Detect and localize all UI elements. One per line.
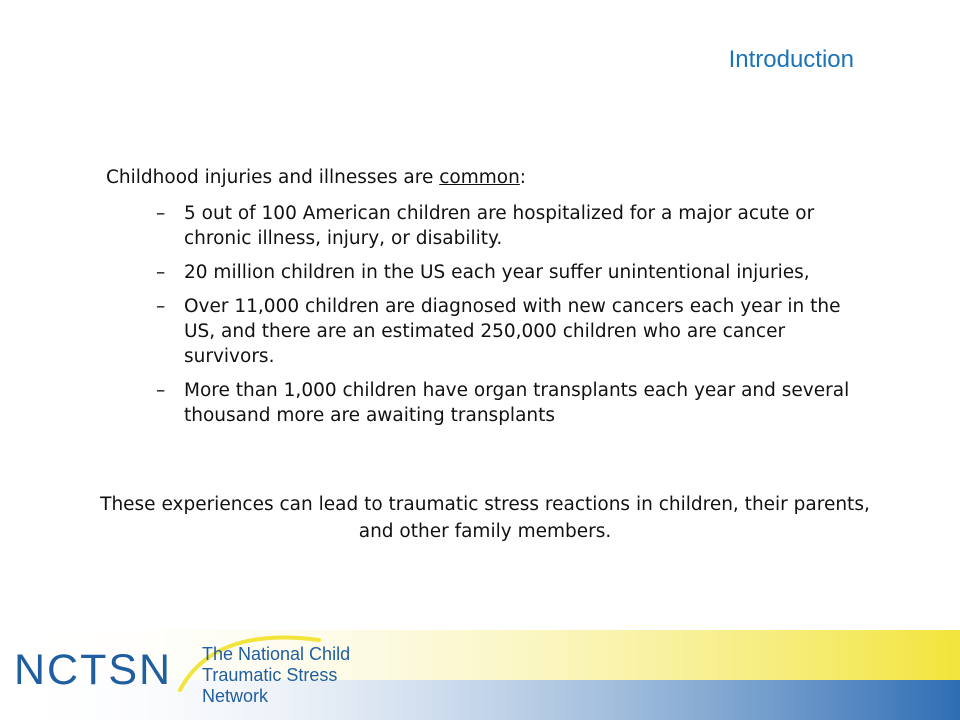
logo-line-1: The National Child — [202, 644, 351, 664]
intro-prefix: Childhood injuries and illnesses are — [106, 167, 440, 188]
logo-line-2: Traumatic Stress Network — [202, 665, 338, 706]
slide-title: Introduction — [728, 46, 854, 73]
intro-emphasis: common — [439, 167, 520, 188]
bullet-text: 5 out of 100 American children are hospitalized for a major acute or chronic illness, injury, or disability. — [184, 203, 815, 249]
logo-acronym: NCTSN — [14, 646, 173, 694]
logo-wordmark — [202, 644, 394, 707]
intro-line — [106, 164, 876, 192]
bullet-item — [156, 294, 876, 369]
nctsn-logo — [14, 620, 394, 710]
slide-body — [106, 164, 876, 437]
bullet-text: 20 million children in the US each year suffer unintentional injuries, — [184, 262, 810, 283]
bullet-dash: – — [156, 380, 166, 401]
bullet-dash: – — [156, 296, 166, 317]
closing-statement: These experiences can lead to traumatic stress reactions in children, their parents, and other family members. — [100, 494, 870, 542]
intro-suffix: : — [519, 167, 527, 188]
bullet-text: More than 1,000 children have organ transplants each year and several thousand more are awaiting transplants — [184, 380, 850, 426]
bullet-item — [156, 260, 876, 285]
bullet-dash: – — [156, 203, 166, 224]
bullet-dash: – — [156, 262, 166, 283]
bullet-text: Over 11,000 children are diagnosed with new cancers each year in the US, and there are an estimated 250,000 children who are cancer survivors. — [184, 296, 841, 367]
bullet-item — [156, 201, 876, 251]
bullet-list — [106, 201, 876, 428]
bullet-item — [156, 378, 876, 428]
